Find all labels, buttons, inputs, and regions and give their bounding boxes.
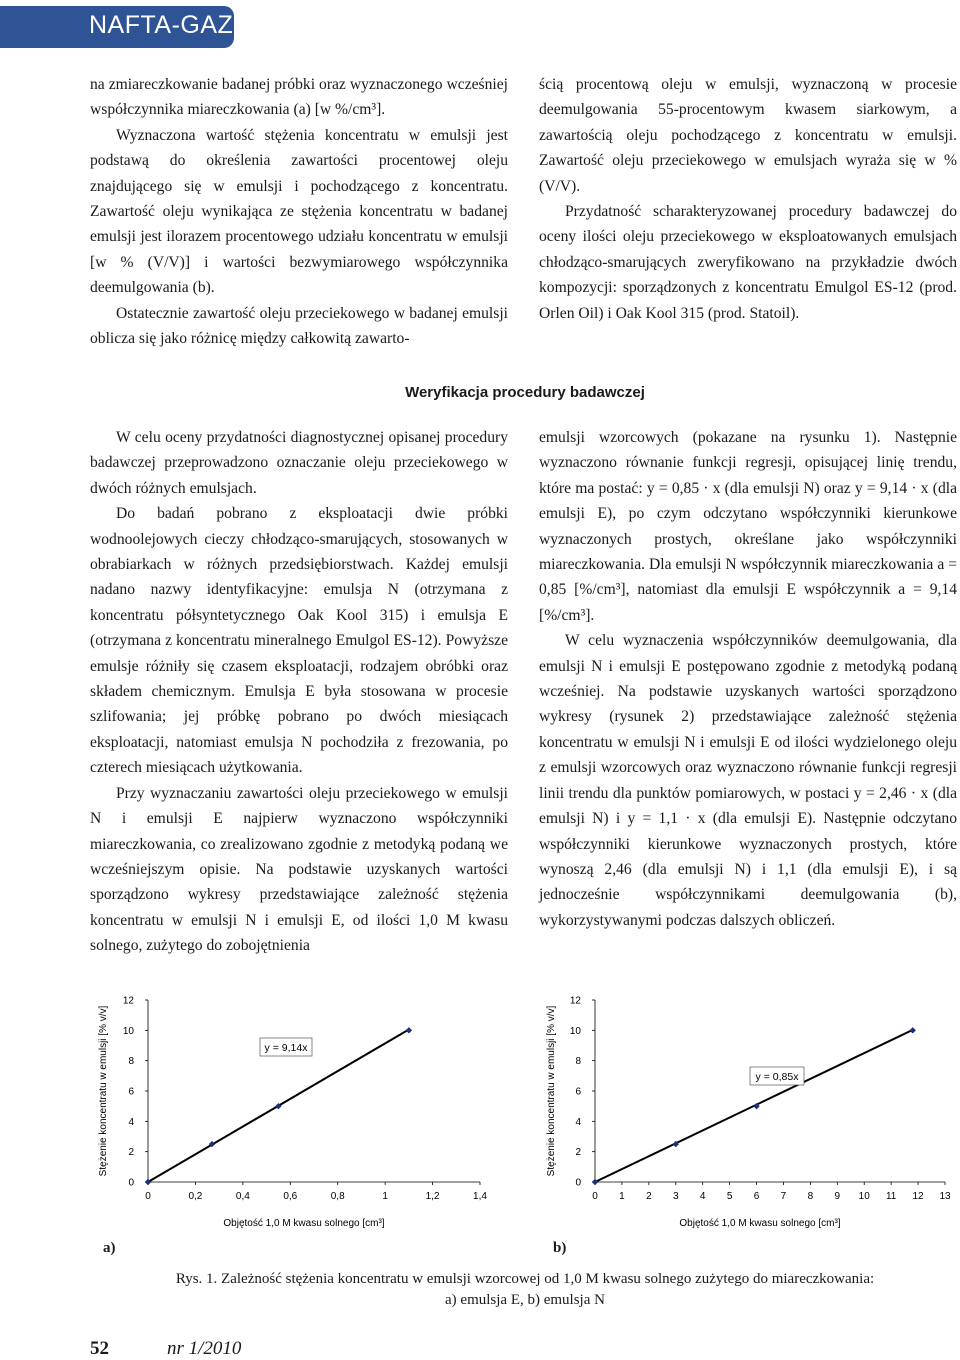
x-tick-label: 1,2 [425, 1191, 440, 1202]
x-tick-label: 0,4 [235, 1191, 250, 1202]
paragraph: Przy wyznaczaniu zawartości oleju przeciekowego w emulsji N i emulsji E najpierw wyznaczono współczynniki miareczkowania, co zrealizowano zgodnie z metodyką podaną we wcześniejszym opisie. Na podstawie uzyskanych wartości sporządzono wykresy przedstawiające zależność stężenia koncentratu w emulsji N i emulsji E, od ilości 1,0 M kwasu solnego, zużytego do zobojętnienia [90, 784, 508, 955]
paragraph: ścią procentową oleju w emulsji, wyznaczoną w procesie deemulgowania 55-procentowym kwasem siarkowym, a zawartością oleju pochodzącego z koncentratu w emulsji. Zawartość oleju przeciekowego w emulsjach wyraża się w % (V/V). [539, 76, 957, 195]
equation-label: y = 0,85x [755, 1071, 799, 1083]
caption-line: a) emulsja E, b) emulsja N [445, 1292, 605, 1308]
paragraph: Ostatecznie zawartość oleju przeciekowego w badanej emulsji oblicza się jako różnicę między całkowitą zawarto- [90, 304, 508, 348]
x-tick-label: 10 [858, 1191, 870, 1202]
y-tick-label: 8 [575, 1056, 581, 1068]
figure-caption [100, 1269, 950, 1311]
x-tick-label: 8 [807, 1191, 814, 1202]
x-axis-title: Objętość 1,0 M kwasu solnego [cm³] [679, 1218, 841, 1229]
x-tick-label: 3 [672, 1191, 679, 1202]
x-tick-label: 1,4 [473, 1191, 487, 1202]
y-tick-label: 6 [575, 1086, 581, 1098]
x-tick-label: 11 [885, 1191, 897, 1202]
x-tick-label: 9 [834, 1191, 841, 1202]
paragraph: Przydatność scharakteryzowanej procedury badawczej do oceny ilości oleju przeciekowego w eksploatowanych emulsjach chłodząco-smarujących zweryfikowano na przykładzie dwóch kompozycji: sporządzonych z koncentratu Emulgol ES-12 (prod. Orlen Oil) i Oak Kool 315 (prod. Statoil). [539, 203, 957, 322]
y-tick-label: 4 [575, 1116, 581, 1128]
y-axis-title: Stężenie koncentratu w emulsji [% v/v] [98, 1005, 109, 1177]
y-tick-label: 12 [122, 995, 134, 1007]
x-tick-label: 5 [726, 1191, 733, 1202]
chart-b [540, 988, 960, 1238]
page-number: 52 [90, 1338, 109, 1359]
x-tick-label: 13 [939, 1191, 951, 1202]
chart-a [90, 988, 510, 1238]
panel-label-b: b) [553, 1240, 567, 1256]
x-tick-label: 1 [619, 1191, 625, 1202]
data-point [406, 1027, 412, 1033]
paragraph: W celu wyznaczenia współczynników deemulgowania, dla emulsji N i emulsji E postępowano zgodnie z metodyką podaną wcześniej. Na podstawie uzyskanych wartości sporządzono wykresy (rysunek 2) przedstawiające zależność stężenia koncentratu w emulsji N i emulsji E od ilości wydzielonego oleju z emulsji wzorcowych oraz wyznaczono równanie funkcji regresji linii trendu dla punktów pomiarowych, w postaci y = 2,46 · x (dla emulsji N) i y = 1,1 · x (dla emulsji E). Następnie odczytano współczynniki kierunkowe wyznaczonych prostych, które wynoszą 2,46 (dla emulsji N) i 1,1 (dla emulsji E), i są jednocześnie współczynnikami deemulgowania (b), wykorzystywanymi podczas dalszych obliczeń. [539, 632, 957, 929]
x-tick-label: 2 [646, 1191, 652, 1202]
x-tick-label: 6 [753, 1191, 760, 1202]
issue-number: nr 1/2010 [167, 1338, 242, 1359]
mid-left-column [90, 425, 508, 959]
y-tick-label: 0 [128, 1177, 134, 1189]
equation-label: y = 9,14x [264, 1042, 308, 1054]
panel-label-a: a) [103, 1240, 116, 1256]
x-tick-label: 0,6 [283, 1191, 298, 1202]
y-tick-label: 10 [122, 1025, 134, 1037]
paragraph: emulsji wzorcowych (pokazane na rysunku 1). Następnie wyznaczono równanie funkcji regresji, opisującej linię trendu, które ma postać: y = 0,85 · x (dla emulsji N) oraz y = 9,14 · x (dla emulsji E), po czym odczytano współczynniki kierunkowe wyznaczonych prostych, określane jako współczynniki miareczkowania. Dla emulsji N współczynnik miareczkowania a = 0,85 [%/cm³], natomiast dla emulsji E współczynnik a = 9,14 [%/cm³]. [539, 429, 957, 624]
x-tick-label: 0 [592, 1191, 598, 1202]
journal-banner [0, 6, 234, 48]
y-tick-label: 10 [569, 1025, 581, 1037]
y-tick-label: 6 [128, 1086, 134, 1098]
x-tick-label: 7 [780, 1191, 787, 1202]
y-axis-title: Stężenie koncentratu w emulsji [% v/v] [546, 1005, 557, 1177]
top-right-column [539, 72, 957, 326]
journal-title: NAFTA-GAZ [89, 11, 234, 39]
data-point [909, 1027, 915, 1033]
y-tick-label: 2 [575, 1147, 581, 1159]
x-tick-label: 0,8 [330, 1191, 345, 1202]
x-axis-title: Objętość 1,0 M kwasu solnego [cm³] [223, 1218, 385, 1229]
y-tick-label: 4 [128, 1116, 134, 1128]
x-tick-label: 0 [145, 1191, 151, 1202]
data-point [592, 1179, 598, 1185]
paragraph: Do badań pobrano z eksploatacji dwie próbki wodnoolejowych cieczy chłodząco-smarujących, stosowanych w obrabiarkach w różnych przedsiębiorstwach. Każdej emulsji nadano nazwy identyfikacyjne: emulsja N (otrzymana z koncentratu półsyntetycznego Oak Kool 315) i emulsja E (otrzymana z koncentratu mineralnego Emulgol ES-12). Powyższe emulsje różniły się czasem eksploatacji, rodzajem obróbki oraz składem chemicznym. Emulsja E była stosowana w procesie szlifowania; jej próbkę pobrano po dwóch miesiącach eksploatacji, natomiast emulsja N pochodziła z frezowania, po czterech miesiącach użytkowania. [90, 505, 508, 777]
top-left-column [90, 72, 508, 351]
paragraph: na zmiareczkowanie badanej próbki oraz wyznaczonego wcześniej współczynnika miareczkowania (a) [w %/cm³]. [90, 76, 508, 119]
caption-line: Rys. 1. Zależność stężenia koncentratu w emulsji wzorcowej od 1,0 M kwasu solnego zużytego do miareczkowania: [175, 1271, 875, 1287]
paragraph: W celu oceny przydatności diagnostycznej opisanej procedury badawczej przeprowadzono oznaczanie oleju przeciekowego w dwóch różnych emulsjach. [90, 429, 508, 497]
section-heading: Weryfikacja procedury badawczej [405, 384, 645, 401]
paragraph: Wyznaczona wartość stężenia koncentratu w emulsji jest podstawą do określenia zawartości procentowej oleju znajdującego się w emulsji i pochodzącego z koncentratu. Zawartość oleju wynikająca ze stężenia koncentratu w badanej emulsji jest ilorazem procentowego udziału koncentratu w emulsji [w % (V/V)] i wartości bezwymiarowego współczynnika deemulgowania (b). [90, 126, 508, 297]
x-tick-label: 1 [382, 1191, 388, 1202]
x-tick-label: 4 [699, 1191, 706, 1202]
x-tick-label: 12 [912, 1191, 924, 1202]
mid-right-column [539, 425, 957, 933]
y-tick-label: 0 [575, 1177, 581, 1189]
y-tick-label: 2 [128, 1147, 134, 1159]
y-tick-label: 8 [128, 1056, 134, 1068]
y-tick-label: 12 [569, 995, 581, 1007]
x-tick-label: 0,2 [188, 1191, 203, 1202]
